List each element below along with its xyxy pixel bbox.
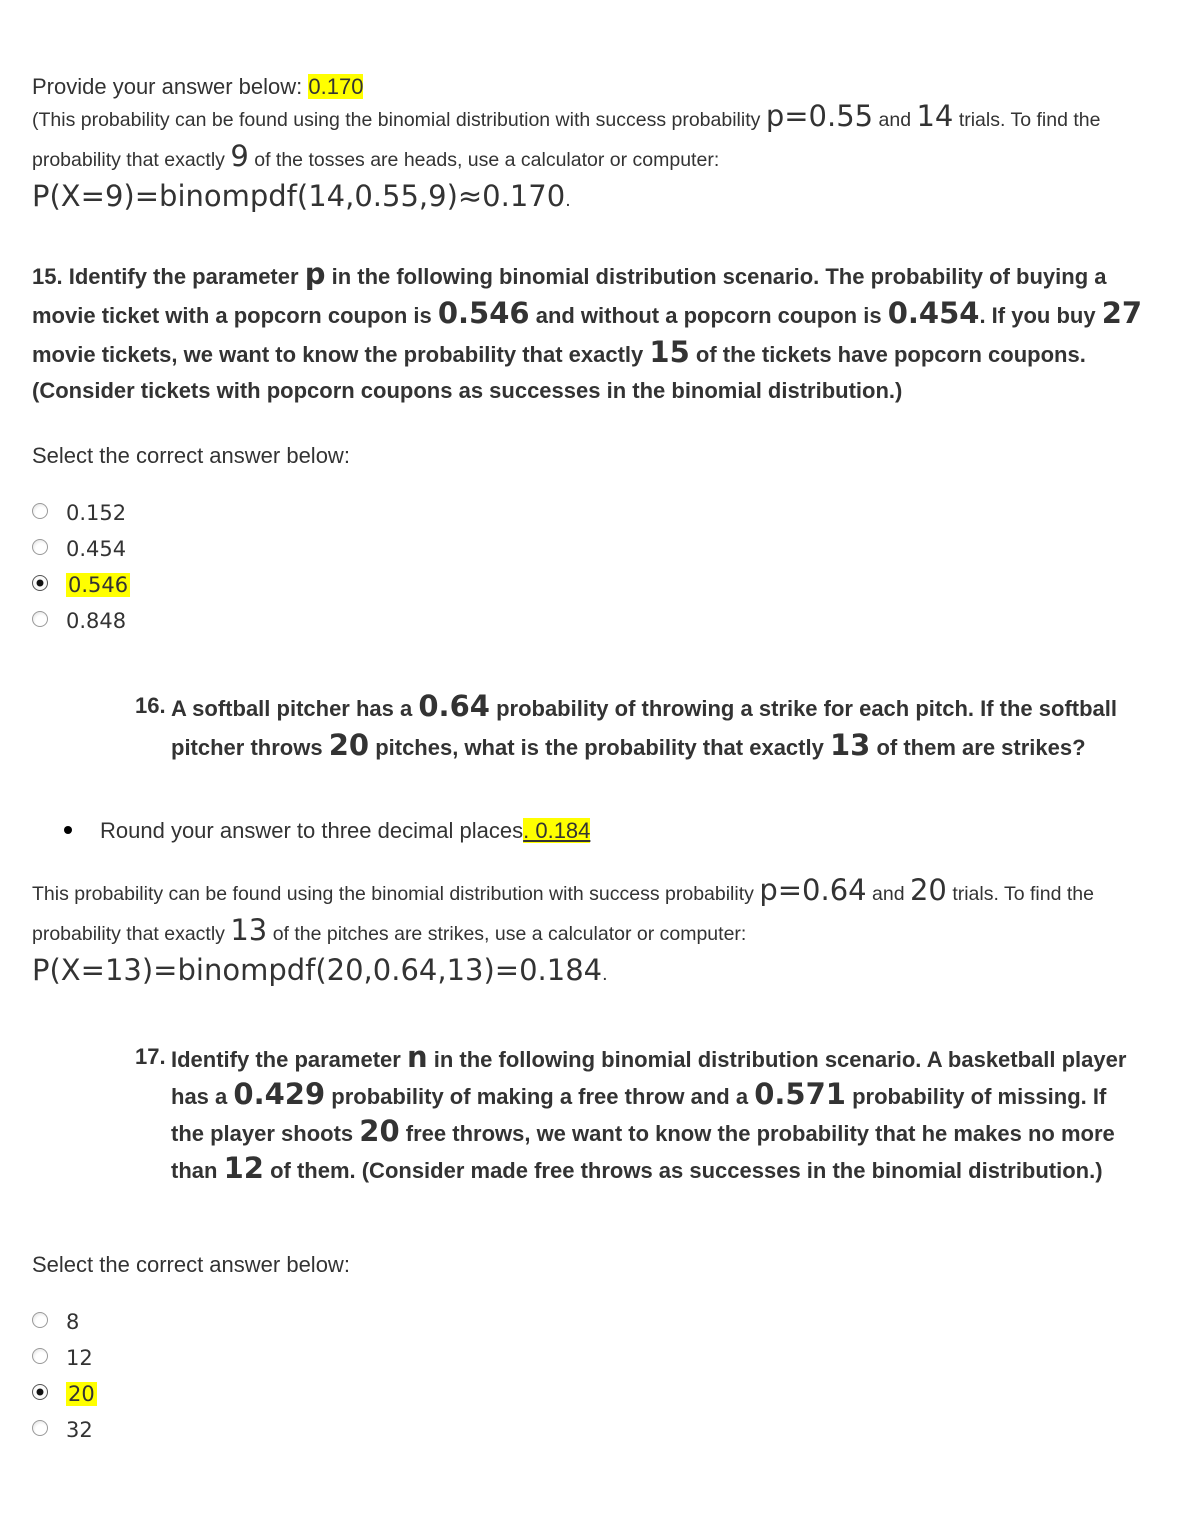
q14-expl-text-1: (This probability can be found using the binomial distribution with success probability <box>32 109 761 131</box>
q14-answer-label: Provide your answer below: <box>32 74 303 99</box>
q14-explanation <box>32 98 1162 218</box>
radio-button-checked[interactable] <box>32 575 48 591</box>
radio-button[interactable] <box>32 539 48 555</box>
q15-value-4: 15 <box>649 335 690 369</box>
q14-expl-p: p=0.55 <box>765 99 874 133</box>
q15-option-label: 0.546 <box>68 573 129 597</box>
q15-param: p <box>304 257 326 291</box>
q16-number: 16. <box>135 693 166 718</box>
q17-value-1: 0.429 <box>233 1077 326 1111</box>
q17-value-3: 20 <box>359 1114 400 1148</box>
q17-option-label: 8 <box>66 1310 80 1334</box>
q16-expl-k: 13 <box>230 913 268 947</box>
q16-text-3: pitches, what is the probability that exactly <box>375 735 824 760</box>
q17-text-6: of them. (Consider made free throws as successes in the binomial distribution.) <box>270 1158 1103 1183</box>
q15-option-label: 0.454 <box>66 537 127 561</box>
bullet-icon <box>64 826 72 834</box>
q16-expl-text-1: This probability can be found using the binomial distribution with success probability <box>32 883 754 905</box>
q14-expl-and: and <box>878 109 912 131</box>
q14-expl-formula: P(X=9)=binompdf(14,0.55,9)≈0.170 <box>32 179 566 213</box>
q15-text-1: Identify the parameter <box>68 264 299 289</box>
q14-expl-trials: 14 <box>916 99 954 133</box>
radio-button[interactable] <box>32 611 48 627</box>
q14-expl-text-2: trials. To find the probability that exactly <box>32 109 1101 171</box>
q17-text-1: Identify the parameter <box>171 1047 401 1072</box>
q15-question <box>32 256 1162 409</box>
q16-expl-close: . <box>602 963 608 985</box>
q16-answer-value: . 0.184 <box>523 818 591 843</box>
q17-value-4: 12 <box>223 1151 264 1185</box>
q17-text-2: in the following binomial distribution scenario. A basketball player has a <box>171 1047 1127 1109</box>
q17-text-3: probability of making a free throw and a <box>331 1084 749 1109</box>
q16-expl-text-2: trials. To find the probability that exactly <box>32 883 1094 945</box>
q16-question <box>135 688 1145 766</box>
q15-text-3: and without a popcorn coupon is <box>535 303 882 328</box>
q16-expl-p: p=0.64 <box>759 873 867 907</box>
q17-option-label: 20 <box>68 1382 95 1406</box>
q16-value-1: 0.64 <box>418 689 490 723</box>
radio-button[interactable] <box>32 1348 48 1364</box>
q16-bullet-text: Round your answer to three decimal places <box>100 818 524 843</box>
q16-expl-trials: 20 <box>909 873 947 907</box>
q15-number: 15. <box>32 264 63 289</box>
q17-option-label: 12 <box>66 1346 93 1370</box>
radio-button[interactable] <box>32 1312 48 1328</box>
q17-text-5: free throws, we want to know the probability that he makes no more than <box>171 1121 1115 1183</box>
q15-option-label: 0.152 <box>66 501 127 525</box>
q16-value-2: 20 <box>328 728 370 762</box>
radio-button[interactable] <box>32 503 48 519</box>
q16-bullet-line <box>64 818 590 844</box>
q16-value-3: 13 <box>829 728 871 762</box>
q17-number: 17. <box>135 1044 166 1069</box>
q14-expl-k: 9 <box>230 139 249 173</box>
q15-text-6: of the tickets have popcorn coupons. (Consider tickets with popcorn coupons as successes in the binomial distribution.) <box>32 342 1086 403</box>
q17-option-label: 32 <box>66 1418 93 1442</box>
q14-answer-line <box>32 74 363 100</box>
q17-param: n <box>406 1040 428 1074</box>
radio-button-checked[interactable] <box>32 1384 48 1400</box>
q16-text-1: A softball pitcher has a <box>171 696 413 721</box>
q16-text-4: of them are strikes? <box>876 735 1086 760</box>
q17-question <box>135 1040 1145 1188</box>
q14-expl-text-3: of the tosses are heads, use a calculator or computer: <box>254 149 720 171</box>
q14-answer-value: 0.170 <box>308 74 364 99</box>
q16-text-2: probability of throwing a strike for each pitch. If the softball pitcher throws <box>171 696 1118 760</box>
q17-text-4: probability of missing. If the player shoots <box>171 1084 1107 1146</box>
q16-expl-and: and <box>872 883 905 905</box>
q15-text-2: in the following binomial distribution scenario. The probability of buying a movie ticket with a popcorn coupon is <box>32 264 1107 328</box>
q15-value-2: 0.454 <box>887 296 980 330</box>
q15-value-1: 0.546 <box>437 296 530 330</box>
q16-explanation <box>32 872 1162 992</box>
q16-expl-text-3: of the pitches are strikes, use a calculator or computer: <box>272 923 747 945</box>
q15-select-label: Select the correct answer below: <box>32 443 350 468</box>
radio-button[interactable] <box>32 1420 48 1436</box>
q14-expl-close: . <box>565 189 571 211</box>
q15-option-label: 0.848 <box>66 609 127 633</box>
q17-select-label: Select the correct answer below: <box>32 1252 350 1277</box>
q15-text-4: . If you buy <box>979 303 1096 328</box>
q15-value-3: 27 <box>1101 296 1143 330</box>
q16-expl-formula: P(X=13)=binompdf(20,0.64,13)=0.184 <box>32 953 603 987</box>
q17-value-2: 0.571 <box>754 1077 846 1111</box>
q15-text-5: movie tickets, we want to know the probability that exactly <box>32 342 644 367</box>
